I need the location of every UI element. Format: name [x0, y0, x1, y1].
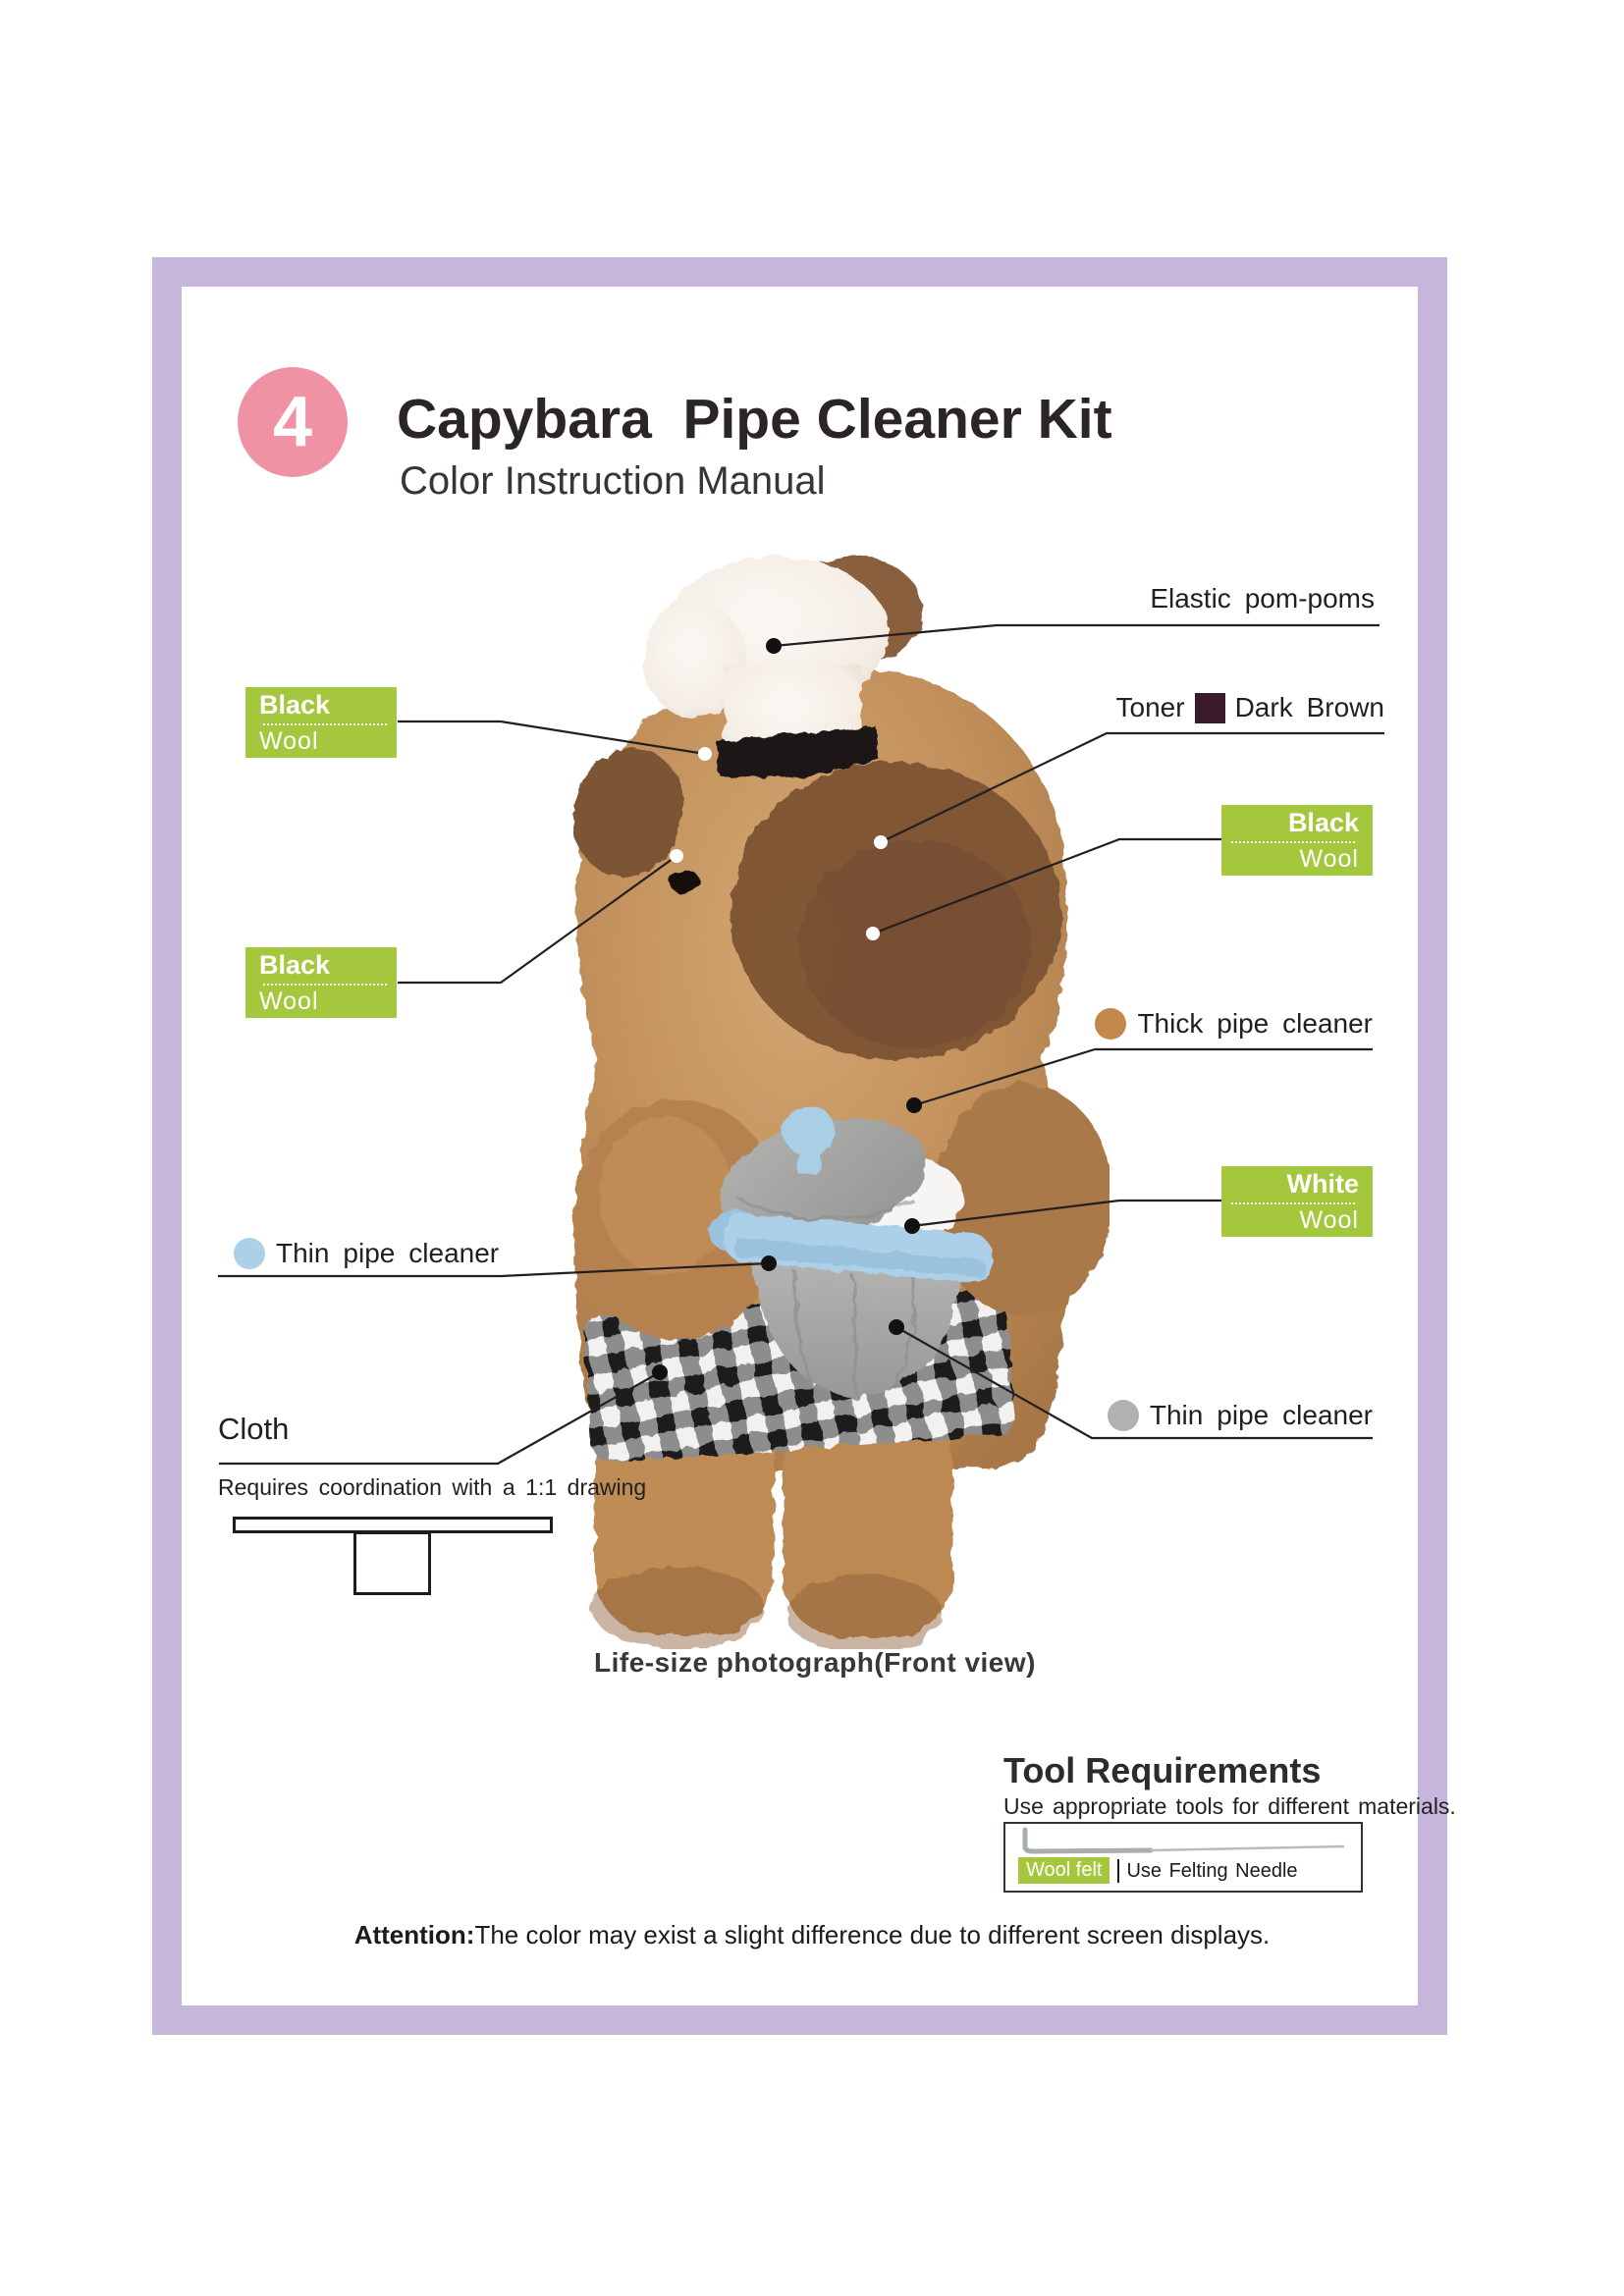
- page-subtitle: Color Instruction Manual: [400, 459, 826, 503]
- badge-black-wool-bottom: [245, 947, 397, 1018]
- page-number-badge: [238, 367, 348, 477]
- badge-white-wool: [1221, 1166, 1373, 1237]
- foot-shade-left: [591, 1567, 764, 1649]
- badge-divider: [1231, 1202, 1355, 1204]
- page-title: Capybara Pipe Cleaner Kit: [397, 388, 1112, 451]
- badge-material: Wool: [1299, 844, 1359, 873]
- label-cloth: Cloth: [218, 1412, 290, 1446]
- label-thick-pipe-cleaner: [1095, 1008, 1373, 1040]
- badge-color-name: White: [1286, 1169, 1359, 1200]
- capybara-dark-patch-shade: [799, 840, 1031, 1048]
- pot-pompom: [784, 1105, 835, 1156]
- label-elastic-pompoms: Elastic pom-poms: [1150, 583, 1375, 614]
- tool-instruction: Use Felting Needle: [1117, 1859, 1297, 1883]
- tools-subheading: Use appropriate tools for different materials.: [1003, 1793, 1456, 1819]
- wool-felt-tag: Wool felt: [1018, 1857, 1110, 1884]
- cloth-note: Requires coordination with a 1:1 drawing: [218, 1474, 647, 1500]
- thick-pipe-cleaner-dot: [1095, 1008, 1126, 1040]
- attention-text: The color may exist a slight difference due to different screen displays.: [474, 1920, 1271, 1949]
- badge-divider: [263, 984, 387, 986]
- attention-note: [321, 1920, 1303, 1950]
- badge-black-wool-right: [1221, 805, 1373, 876]
- tool-row: [1018, 1857, 1298, 1884]
- arm-left-highlight: [599, 1117, 732, 1274]
- badge-divider: [1231, 841, 1355, 843]
- thin-pipe-cleaner-gray-dot: [1108, 1400, 1139, 1431]
- photo-caption: Life-size photograph(Front view): [594, 1647, 1036, 1678]
- thin-pipe-cleaner-text: Thin pipe cleaner: [1149, 1400, 1373, 1430]
- badge-color-name: Black: [1287, 808, 1359, 838]
- badge-material: Wool: [1299, 1205, 1359, 1234]
- label-thin-pipe-cleaner-right: [1108, 1400, 1373, 1431]
- felting-needle-icon: [1013, 1827, 1351, 1858]
- page-number: 4: [272, 383, 313, 461]
- thick-pipe-cleaner-text: Thick pipe cleaner: [1137, 1008, 1373, 1039]
- label-toner-dark-brown: [1116, 692, 1384, 723]
- badge-material: Wool: [259, 987, 319, 1015]
- badge-black-wool-top: [245, 687, 397, 758]
- badge-divider: [263, 723, 387, 725]
- badge-color-name: Black: [259, 690, 331, 721]
- thin-pipe-cleaner-text: Thin pipe cleaner: [276, 1238, 500, 1268]
- attention-label: Attention:: [353, 1920, 475, 1949]
- toner-color-swatch: [1195, 693, 1225, 723]
- badge-color-name: Black: [259, 950, 331, 981]
- toner-color-name: Dark Brown: [1234, 692, 1384, 722]
- cloth-pattern-square: [353, 1531, 431, 1595]
- tools-box: [1003, 1822, 1363, 1893]
- thin-pipe-cleaner-blue-dot: [234, 1238, 265, 1269]
- badge-material: Wool: [259, 726, 319, 755]
- label-thin-pipe-cleaner-left: [234, 1238, 499, 1269]
- tools-heading: Tool Requirements: [1003, 1750, 1322, 1790]
- toner-label: Toner: [1115, 692, 1185, 722]
